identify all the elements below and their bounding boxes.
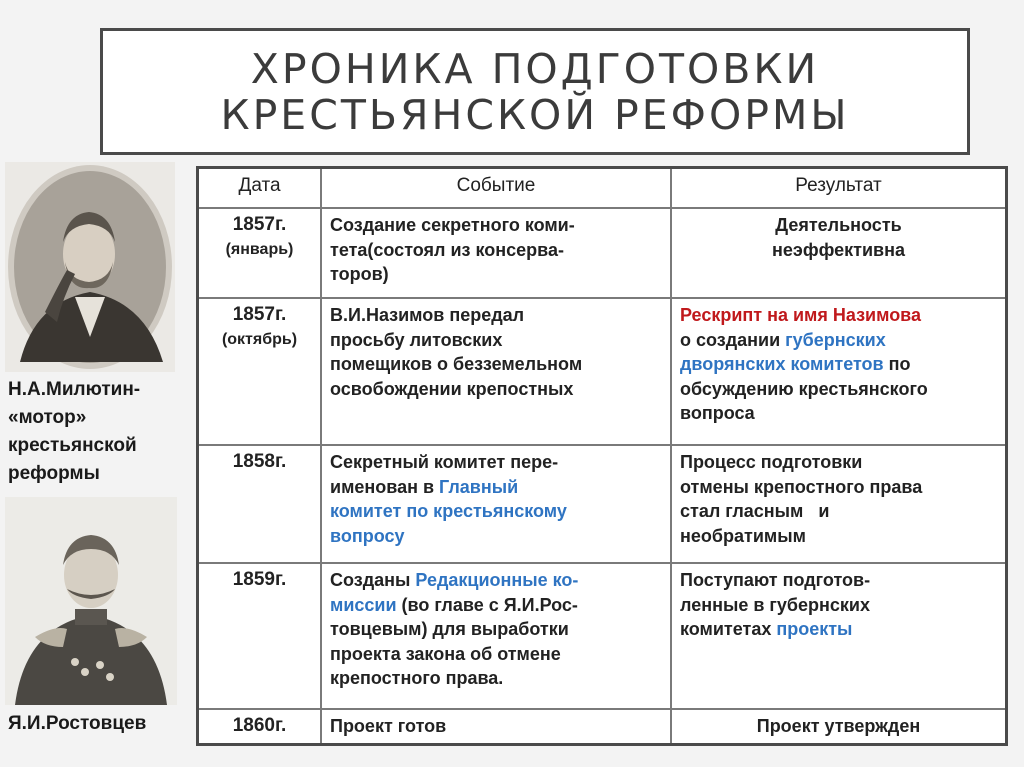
portrait-rostovtsev-image bbox=[5, 497, 177, 705]
caption-milyutin-line: Н.А.Милютин- bbox=[8, 379, 141, 400]
event-cell bbox=[321, 563, 671, 709]
result-line: вопроса bbox=[680, 403, 755, 423]
caption-milyutin-line: крестьянской bbox=[8, 435, 137, 456]
event-cell bbox=[321, 709, 671, 744]
event-line bbox=[330, 593, 662, 618]
date-cell bbox=[198, 445, 322, 563]
event-highlight-blue: Главный bbox=[439, 476, 519, 497]
result-highlight-blue: дворянских комитетов bbox=[680, 354, 884, 374]
result-line: Проект утвержден bbox=[756, 716, 921, 736]
event-line bbox=[330, 475, 662, 500]
portrait-milyutin-image bbox=[5, 162, 175, 372]
event-cell bbox=[321, 208, 671, 298]
event-line: освобождении крепостных bbox=[330, 378, 574, 399]
date-month: (январь) bbox=[225, 240, 294, 258]
event-line bbox=[330, 568, 662, 593]
portrait-rostovtsev bbox=[5, 497, 177, 705]
result-cell bbox=[671, 298, 1007, 445]
title-line-2: КРЕСТЬЯНСКОЙ РЕФОРМЫ bbox=[220, 90, 850, 139]
event-line: крепостного права. bbox=[330, 668, 504, 688]
header-date: Дата bbox=[198, 168, 322, 209]
date-value: 1859г. bbox=[232, 569, 287, 590]
caption-milyutin-line: реформы bbox=[8, 463, 100, 484]
caption-milyutin bbox=[8, 376, 198, 488]
title-line-1: ХРОНИКА ПОДГОТОВКИ bbox=[250, 44, 820, 93]
date-month: (октябрь) bbox=[221, 330, 298, 348]
result-highlight-blue: проекты bbox=[776, 619, 853, 639]
result-text: о создании bbox=[680, 329, 786, 350]
date-cell bbox=[198, 298, 322, 445]
event-text: Созданы bbox=[330, 570, 416, 590]
result-cell bbox=[671, 208, 1007, 298]
date-value: 1858г. bbox=[232, 451, 287, 472]
chronicle-table bbox=[196, 166, 1008, 746]
event-cell bbox=[321, 445, 671, 563]
result-line: Процесс подготовки bbox=[680, 452, 863, 472]
result-highlight-blue: губернских bbox=[785, 329, 886, 350]
result-text: по bbox=[883, 354, 911, 374]
event-line: Секретный комитет пере- bbox=[330, 452, 559, 472]
event-line: В.И.Назимов передал bbox=[330, 305, 525, 325]
result-line: ленные в губернских bbox=[680, 594, 871, 615]
table-row bbox=[198, 709, 1007, 744]
date-cell bbox=[198, 563, 322, 709]
caption-rostovtsev-line: Я.И.Ростовцев bbox=[8, 713, 147, 734]
event-highlight-blue: Редакционные ко- bbox=[415, 570, 579, 590]
date-value: 1857г. bbox=[232, 304, 287, 325]
event-line: помещиков о безземельном bbox=[330, 354, 583, 374]
event-cell bbox=[321, 298, 671, 445]
result-line: Деятельность bbox=[775, 215, 902, 235]
table-row bbox=[198, 445, 1007, 563]
event-line: проекта закона об отмене bbox=[330, 643, 561, 664]
result-line: отмены крепостного права bbox=[680, 476, 923, 497]
caption-rostovtsev bbox=[8, 710, 198, 738]
header-event: Событие bbox=[321, 168, 671, 209]
table-row bbox=[198, 298, 1007, 445]
date-cell bbox=[198, 208, 322, 298]
result-cell bbox=[671, 709, 1007, 744]
event-line: тета(состоял из консерва- bbox=[330, 239, 564, 260]
result-line: необратимым bbox=[680, 525, 806, 546]
result-line: Поступают подготов- bbox=[680, 570, 871, 590]
date-value: 1860г. bbox=[232, 715, 287, 736]
event-line: просьбу литовских bbox=[330, 329, 503, 350]
result-line: стал гласным и bbox=[680, 501, 830, 521]
event-text: (во главе с Я.И.Рос- bbox=[396, 594, 578, 615]
result-text: комитетах bbox=[680, 619, 777, 639]
table-row bbox=[198, 563, 1007, 709]
result-cell bbox=[671, 445, 1007, 563]
event-highlight-blue: вопросу bbox=[330, 525, 405, 546]
portrait-milyutin bbox=[5, 162, 175, 372]
event-line: товцевым) для выработки bbox=[330, 619, 569, 639]
result-line bbox=[680, 352, 997, 377]
result-line: обсуждению крестьянского bbox=[680, 378, 928, 399]
date-value: 1857г. bbox=[232, 214, 287, 235]
title-box bbox=[100, 28, 970, 155]
result-line: неэффективна bbox=[772, 239, 905, 260]
result-line bbox=[680, 328, 997, 353]
table-header-row bbox=[198, 168, 1007, 209]
caption-milyutin-line: «мотор» bbox=[8, 407, 87, 428]
result-highlight-red: Рескрипт на имя Назимова bbox=[680, 305, 922, 325]
event-text: именован в bbox=[330, 476, 440, 497]
table-row bbox=[198, 208, 1007, 298]
header-result: Результат bbox=[671, 168, 1007, 209]
result-cell bbox=[671, 563, 1007, 709]
event-line: Создание секретного коми- bbox=[330, 215, 575, 235]
event-highlight-blue: миссии bbox=[330, 594, 397, 615]
result-line bbox=[680, 617, 997, 642]
event-line: торов) bbox=[330, 264, 389, 284]
event-highlight-blue: комитет по крестьянскому bbox=[330, 501, 567, 521]
date-cell bbox=[198, 709, 322, 744]
event-line: Проект готов bbox=[330, 716, 447, 736]
